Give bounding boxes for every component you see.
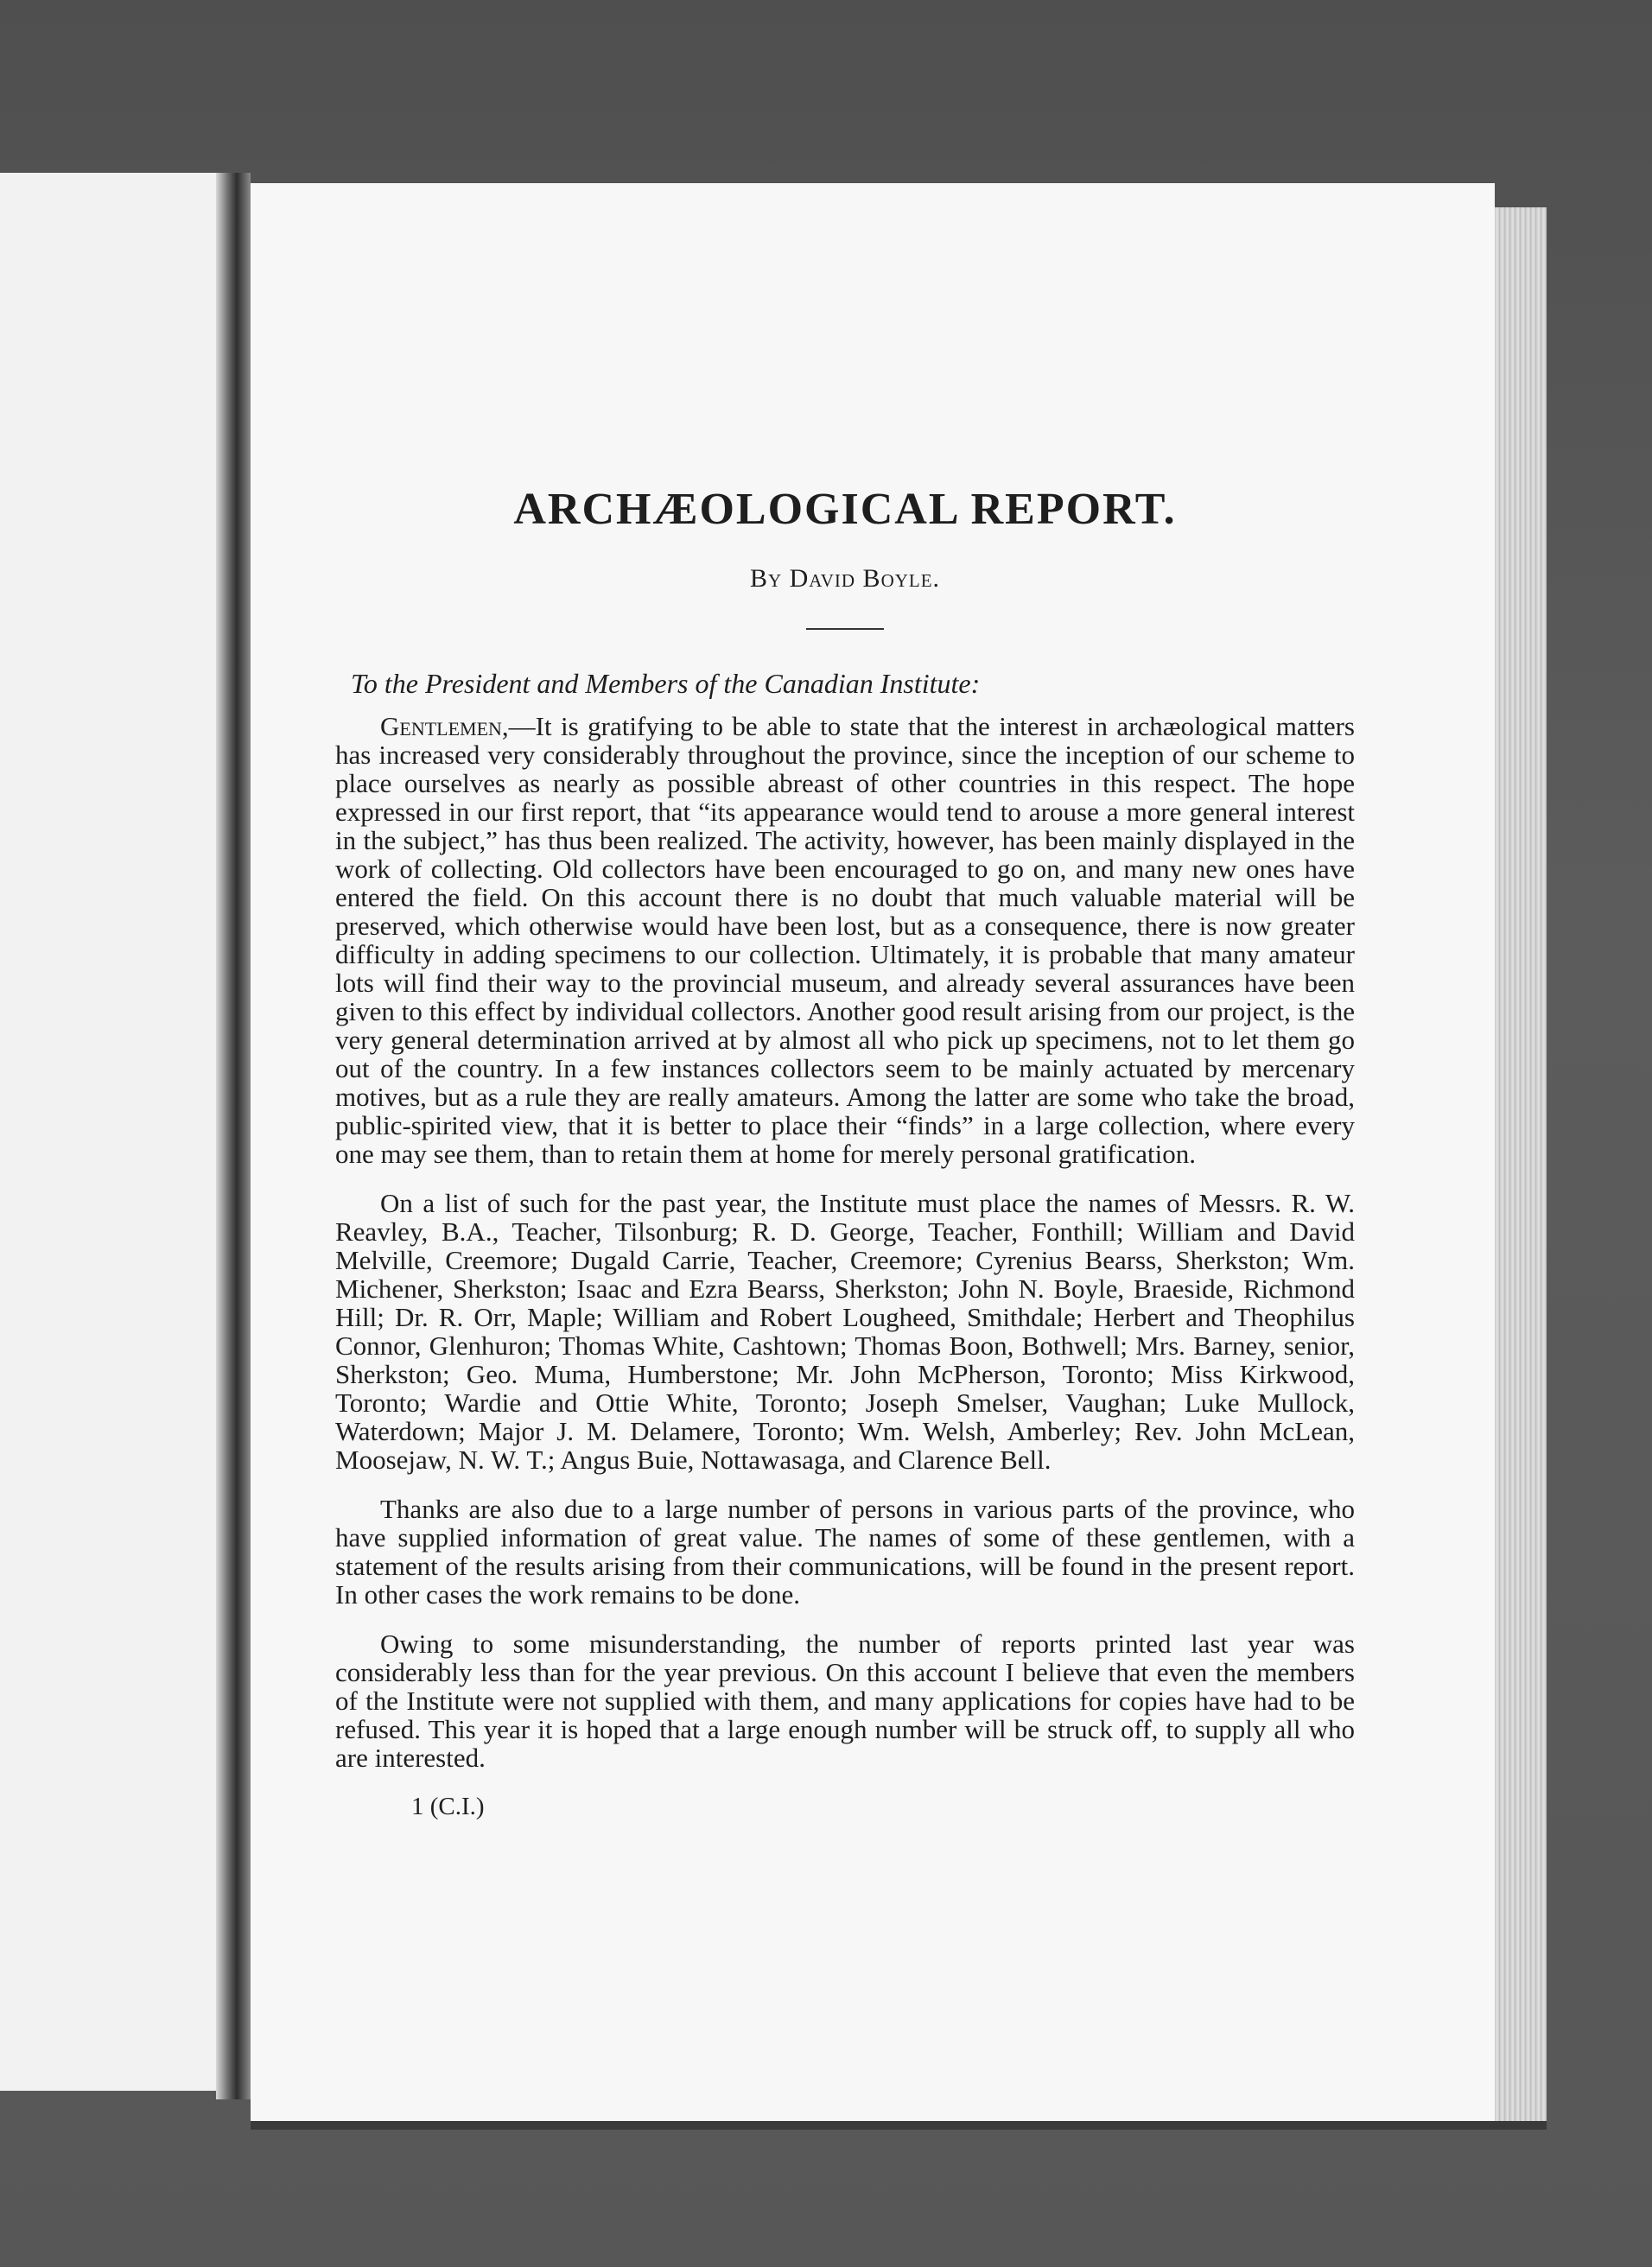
page-shadow — [251, 2121, 1547, 2130]
paragraph-1-lead: Gentlemen, — [380, 711, 509, 741]
salutation: To the President and Members of the Canadian Institute: — [351, 668, 981, 699]
report-title: ARCHÆOLOGICAL REPORT. — [513, 485, 1177, 534]
paragraph-1 — [335, 712, 1355, 1168]
paragraph-1-text: —It is gratifying to be able to state that the interest in archæological matters has increased very considerably throughout the province, since the inception of our scheme to place ourselves as nearly as possible abreast of other countries in this respect. The hope expressed in our first report, that “its appearance would tend to arouse a more general interest in the subject,” has thus been realized. The activity, however, has been mainly displayed in the work of collecting. Old collectors have been encouraged to go on, and many new ones have entered the field. On this account there is no doubt that much valuable material will be preserved, which otherwise would have been lost, but as a consequence, there is now greater difficulty in adding specimens to our collection. Ultimately, it is probable that many amateur lots will find their way to the provincial museum, and already several assurances have been given to this effect by individual collectors. Another good result arising from our project, is the very general determination arrived at by almost all who pick up specimens, not to let them go out of the country. In a few instances collectors seem to be mainly actuated by mercenary motives, but as a rule they are really amateurs. Among the latter are some who take the broad, public-spirited view, that it is better to place their “finds” in a large collection, where every one may see them, than to retain them at home for merely personal gratification. — [335, 711, 1355, 1169]
title-rule — [806, 628, 884, 630]
report-content — [335, 484, 1355, 1821]
paragraph-3: Thanks are also due to a large number of persons in various parts of the province, who have supplied information of great value. The names of some of these gentlemen, with a statement of the results arising from their communications, will be found in the present report. In other cases the work remains to be done. — [335, 1494, 1355, 1610]
report-byline: By David Boyle. — [749, 564, 941, 593]
page-signature: 1 (C.I.) — [411, 1793, 485, 1820]
book-spine — [216, 173, 251, 2099]
paragraph-2: On a list of such for the past year, the Institute must place the names of Messrs. R. W. Reavley, B.A., Teacher, Tilsonburg; R. D. George, Teacher, Fonthill; William and David Melville, Creemore; Dugald Carrie, Teacher, Creemore; Cyrenius Bearss, Sherkston; Wm. Michener, Sherkston; Isaac and Ezra Bearss, Sherkston; John N. Boyle, Braeside, Richmond Hill; Dr. R. Orr, Maple; William and Robert Lougheed, Smithdale; Herbert and Theophilus Connor, Glenhuron; Thomas White, Cashtown; Thomas Boon, Bothwell; Mrs. Barney, senior, Sherkston; Geo. Muma, Humberstone; Mr. John McPherson, Toronto; Miss Kirkwood, Toronto; Wardie and Ottie White, Toronto; Joseph Smelser, Vaughan; Luke Mullock, Waterdown; Major J. M. Delamere, Toronto; Wm. Welsh, Amberley; Rev. John McLean, Moosejaw, N. W. T.; Angus Buie, Nottawasaga, and Clarence Bell. — [335, 1188, 1355, 1475]
page-edge — [1495, 207, 1547, 2121]
paragraph-4: Owing to some misunderstanding, the number of reports printed last year was considerably less than for the year previous. On this account I believe that even the members of the Institute were not supplied with them, and many applications for copies have had to be refused. This year it is hoped that a large enough number will be struck off, to supply all who are interested. — [335, 1629, 1355, 1773]
left-page — [0, 173, 226, 2091]
